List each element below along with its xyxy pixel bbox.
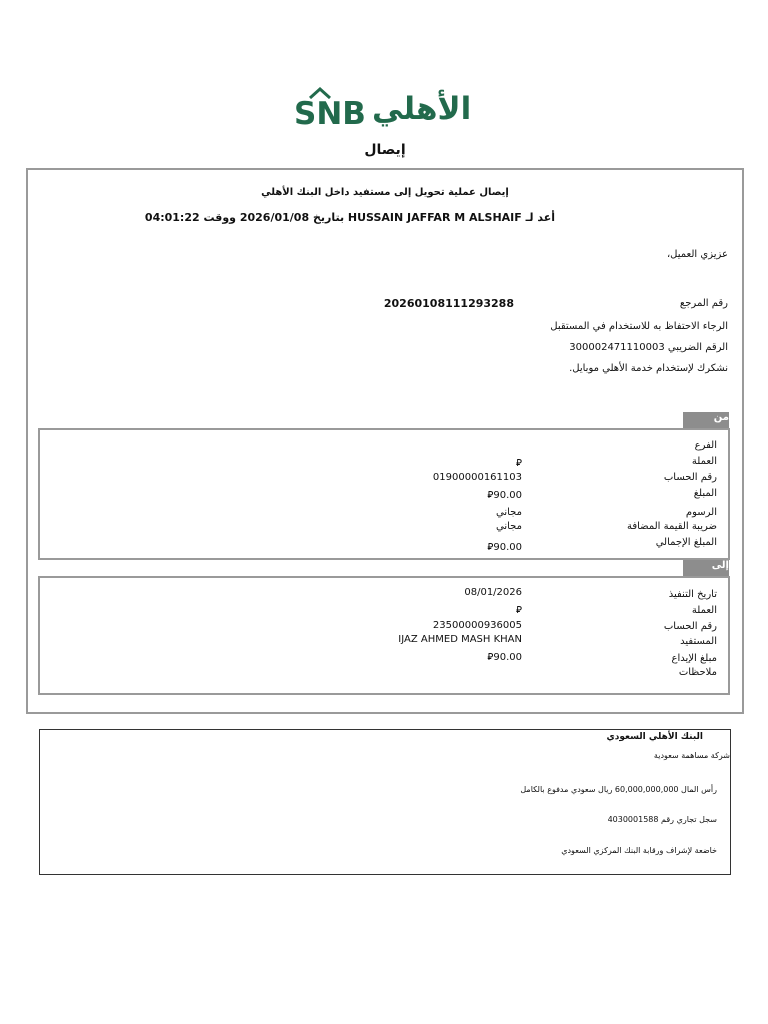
to-beneficiary-value: IJAZ AHMED MASH KHAN [398, 634, 522, 645]
page-title: إيصال [364, 142, 406, 158]
footer-capital: رأس المال 60,000,000,000 ريال سعودي مدفوع بالكامل [520, 785, 717, 794]
to-deposit-value: ⃁90.00 [487, 652, 522, 663]
keep-note: الرجاء الاحتفاظ به للاستخدام في المستقبل [550, 321, 728, 332]
from-fees-label: الرسوم [685, 507, 717, 518]
from-section-tab: من [683, 412, 729, 429]
to-section-tab: إلى [683, 560, 729, 577]
to-exec-date-value: 08/01/2026 [464, 587, 522, 598]
from-account-label: رقم الحساب [663, 472, 717, 483]
reference-value: 20260108111293288 [383, 297, 514, 310]
logo-arabic-text: الأهلي [372, 91, 472, 127]
from-branch-label: الفرع [694, 440, 717, 451]
to-beneficiary-label: المستفيد [680, 636, 717, 647]
reference-label: رقم المرجع [679, 298, 728, 309]
from-amount-label: المبلغ [693, 488, 717, 499]
to-deposit-label: مبلغ الإيداع [671, 653, 717, 664]
logo-latin-text: SNB [294, 96, 366, 132]
footer-company-type: شركة مساهمة سعودية [653, 751, 730, 760]
footer-commercial-register: سجل تجاري رقم 4030001588 [607, 815, 717, 824]
to-account-label: رقم الحساب [663, 621, 717, 632]
footer-bank-name: البنك الأهلي السعودي [606, 732, 703, 742]
from-vat-value: مجاني [496, 521, 522, 532]
from-total-value: ⃁90.00 [487, 542, 522, 553]
from-vat-label: ضريبة القيمة المضافة [626, 521, 717, 532]
to-currency-value: ⃁ [516, 605, 522, 616]
from-section-box [38, 428, 730, 560]
to-section-box [38, 576, 730, 695]
to-currency-label: العملة [691, 605, 717, 616]
from-total-label: المبلغ الإجمالي [655, 537, 717, 548]
receipt-subject: إيصال عملية تحويل إلى مستفيد داخل البنك الأهلي [261, 187, 509, 198]
from-amount-value: ⃁90.00 [487, 490, 522, 501]
from-account-value: 01900000161103 [432, 472, 522, 483]
to-account-value: 23500000936005 [432, 620, 522, 631]
to-exec-date-label: تاريخ التنفيذ [668, 589, 717, 600]
to-notes-label: ملاحظات [678, 667, 717, 678]
greeting: عزيزي العميل، [666, 249, 728, 260]
from-currency-value: ⃁ [516, 458, 522, 469]
from-fees-value: مجاني [496, 507, 522, 518]
thanks-note: نشكرك لإستخدام خدمة الأهلي موبايل. [569, 363, 728, 374]
tax-number-line: الرقم الضريبي 300002471110003 [569, 342, 728, 353]
from-currency-label: العملة [691, 456, 717, 467]
prepared-for-line: أعد لـ HUSSAIN JAFFAR M ALSHAIF بتاريخ 2026/01/08 ووقت 04:01:22 [144, 211, 555, 224]
footer-regulator: خاضعة لإشراف ورقابة البنك المركزي السعودي [561, 846, 717, 855]
